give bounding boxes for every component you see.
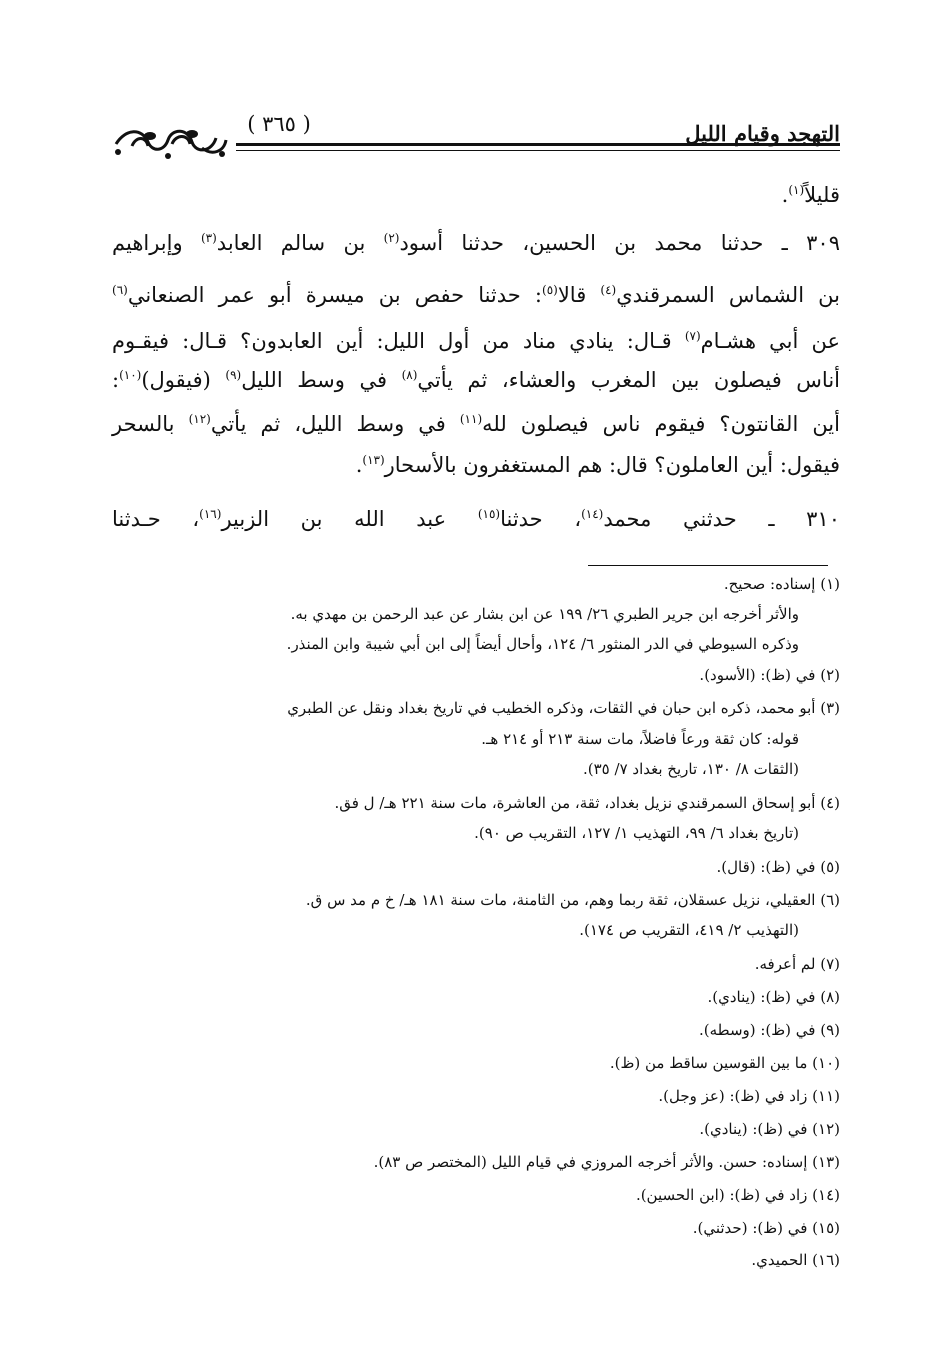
footnote: (٩) في (ظ): (وسطه). <box>698 1021 840 1039</box>
footnote: (٣) أبو محمد، ذكره ابن حبان في الثقات، وذكره الخطيب في تاريخ بغداد ونقل عن الطبري <box>287 699 840 717</box>
footnote: (١) إسناده: صحيح. <box>723 575 840 593</box>
footnote: (١٠) ما بين القوسين ساقط من (ظ). <box>609 1054 840 1072</box>
footnote: (٥) في (ظ): (قال). <box>716 858 840 876</box>
footnote: وذكره السيوطي في الدر المنثور ٦/ ١٢٤، وأحال أيضاً إلى ابن أبي شيبة وابن المنذر. <box>286 635 799 653</box>
header-ornament-icon <box>112 122 230 162</box>
footnote: (٨) في (ظ): (ينادي). <box>707 988 840 1006</box>
footnote: والأثر أخرجه ابن جرير الطبري ٢٦/ ١٩٩ عن ابن بشار عن عبد الرحمن بن مهدي به. <box>290 605 799 623</box>
text-line: أناس فيصلون بين المغرب والعشاء، ثم يأتي$^{(٨)}$ في وسط الليل$^{(٩)}$ (فيقول)$^{(١٠)}$: <box>112 368 841 392</box>
footnote: (٧) لم أعرفه. <box>754 955 840 973</box>
footnote: قوله: كان ثقة ورعاً فاضلاً، مات سنة ٢١٣ أو ٢١٤ هـ. <box>481 730 799 748</box>
text-line: بن الشماس السمرقندي$^{(٤)}$ قالا$^{(٥)}$: حدثنا حفص بن ميسرة أبو عمر الصنعاني$^{(٦)}$ <box>112 283 841 307</box>
footnote-separator <box>588 565 828 566</box>
text-line: ٣٠٩ ـ حدثنا محمد بن الحسين، حدثنا أسود$^{(٢)}$ بن سالم العابد$^{(٣)}$ وإبراهيم <box>112 231 840 255</box>
footnote: (١١) زاد في (ظ): (عز وجل). <box>658 1087 840 1105</box>
page-number: ( ٣٦٥ ) <box>247 112 311 136</box>
text-line: قليلاً$^{(١)}$. <box>781 183 840 207</box>
footnote: (١٣) إسناده: حسن. والأثر أخرجه المروزي في قيام الليل (المختصر ص ٨٣). <box>373 1153 840 1171</box>
footnote: (٢) في (ظ): (الأسود). <box>699 666 840 684</box>
text-line: أين القانتون؟ فيقوم ناس فيصلون لله$^{(١١)}$ في وسط الليل، ثم يأتي$^{(١٢)}$ بالسحر <box>112 412 840 436</box>
text-line: ٣١٠ ـ حدثني محمد$^{(١٤)}$، حدثنا$^{(١٥)}$ عبد الله بن الزبير$^{(١٦)}$، حـدثنا <box>112 507 840 531</box>
footnote: (الثقات ٨/ ١٣٠، تاريخ بغداد ٧/ ٣٥). <box>583 760 799 778</box>
running-title: التهجد وقيام الليل <box>685 121 840 146</box>
footnote: (١٥) في (ظ): (حدثني). <box>692 1219 840 1237</box>
footnote: (١٤) زاد في (ظ): (ابن الحسين). <box>635 1186 840 1204</box>
header-rule-thin <box>236 150 840 151</box>
header-rule-thick <box>236 143 840 146</box>
footnote: (٤) أبو إسحاق السمرقندي نزيل بغداد، ثقة، من العاشرة، مات سنة ٢٢١ هـ/ ل فق. <box>334 794 840 812</box>
footnote: (٦) العقيلي، نزيل عسقلان، ثقة ربما وهم، من الثامنة، مات سنة ١٨١ هـ/ خ م مد س ق. <box>305 891 840 909</box>
footnote: (تاريخ بغداد ٦/ ٩٩، التهذيب ١/ ١٢٧، التقريب ص ٩٠). <box>474 824 799 842</box>
footnote: (١٢) في (ظ): (ينادي). <box>699 1120 840 1138</box>
text-line: فيقول: أين العاملون؟ قال: هم المستغفرون بالأسحار$^{(١٣)}$. <box>355 453 840 477</box>
footnote: (١٦) الحميدي. <box>751 1251 840 1269</box>
footnote: (التهذيب ٢/ ٤١٩، التقريب ص ١٧٤). <box>579 921 799 939</box>
text-line: عن أبي هشـام$^{(٧)}$ قـال: ينادي مناد من أول الليل: أين العابدون؟ قـال: فيقـوم <box>112 329 840 353</box>
